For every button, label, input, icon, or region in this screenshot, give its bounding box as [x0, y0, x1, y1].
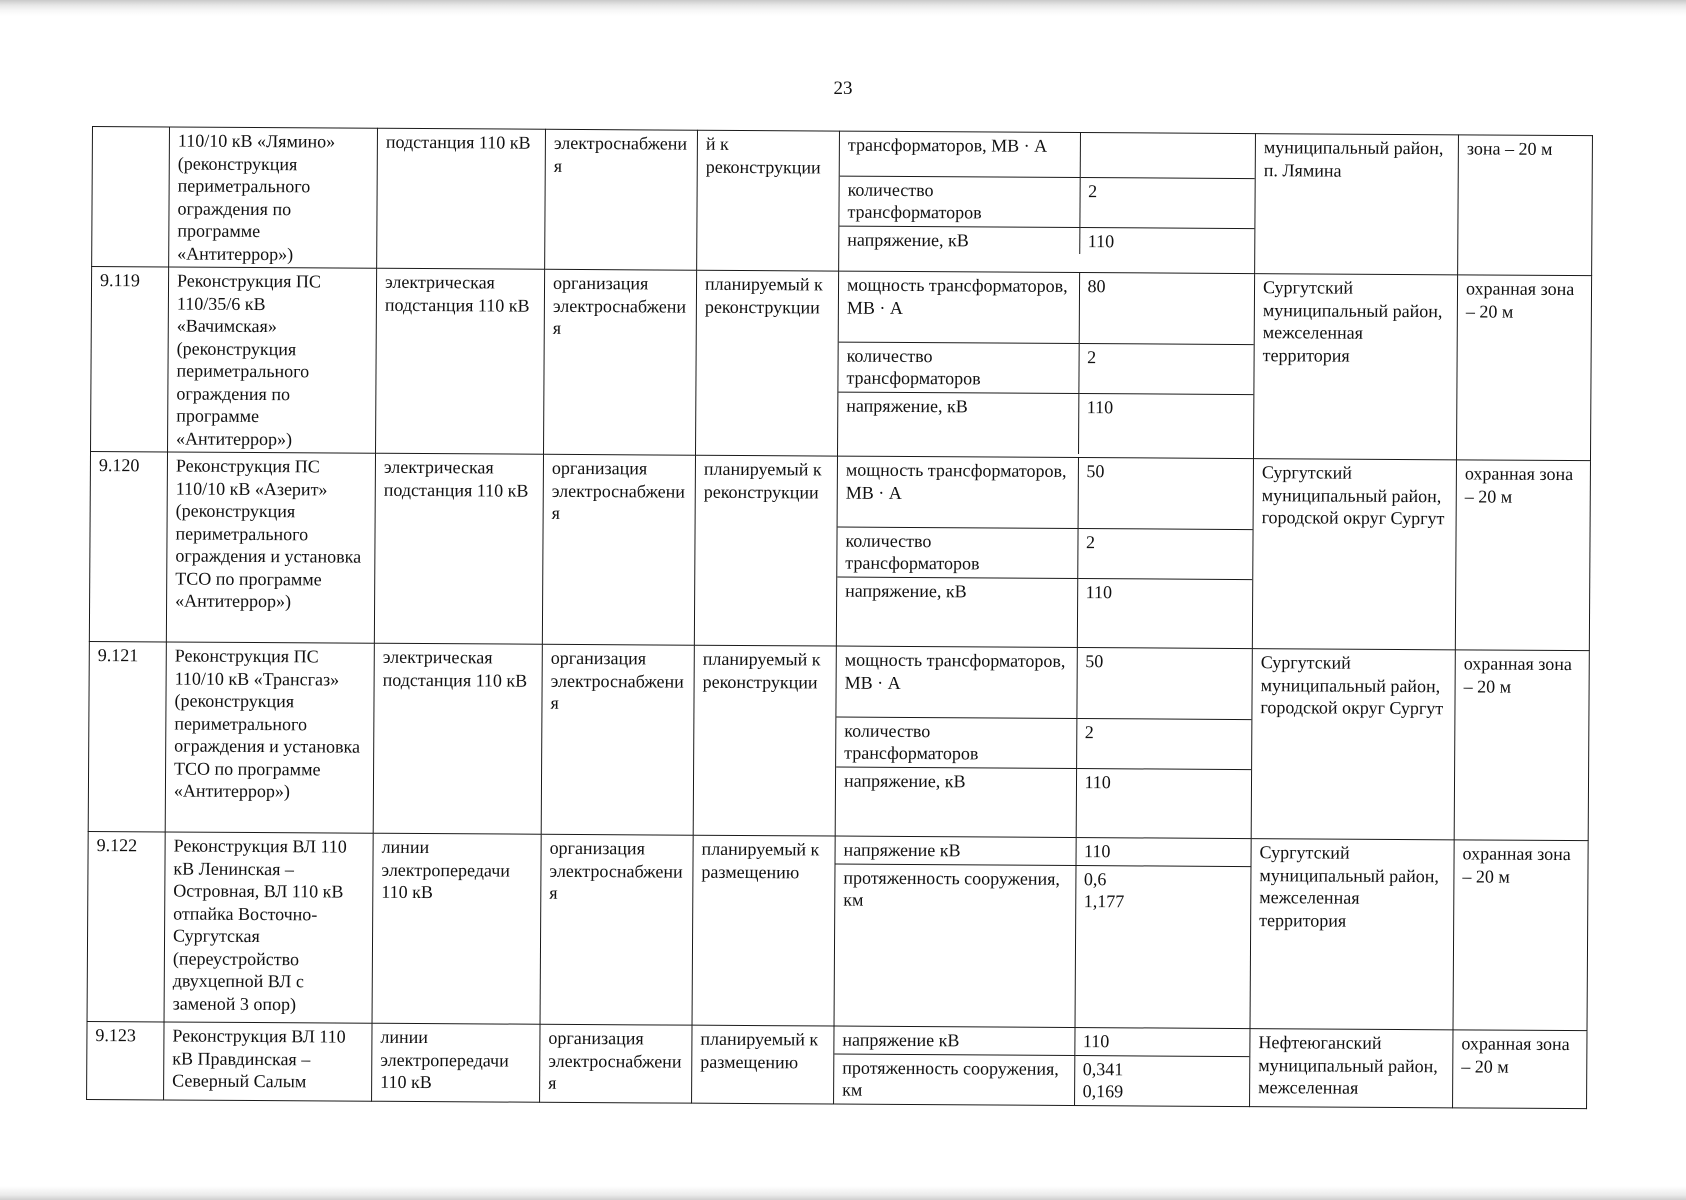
table-row	[87, 831, 1588, 1030]
scan-edge-top	[0, 0, 1686, 16]
param-value: 110	[1077, 578, 1252, 648]
facility-type: линии электропередачи 110 кВ	[372, 833, 541, 1024]
param-name: количество трансформаторов	[839, 176, 1079, 227]
param-value: 80	[1079, 273, 1254, 344]
facility-status: планируемый к реконструкции	[696, 270, 839, 456]
facility-location: Сургутский муниципальный район, городской округ Сургут	[1252, 459, 1456, 650]
facility-name: 110/10 кВ «Лямино» (реконструкция периметрального ограждения по программе «Антитеррор»)	[169, 127, 378, 268]
param-value: 110	[1076, 838, 1251, 866]
facility-purpose: электроснабжения	[545, 129, 698, 270]
facilities-table	[86, 126, 1593, 1109]
facility-name: Реконструкция ВЛ 110 кВ Ленинская – Островная, ВЛ 110 кВ отпайка Восточно-Сургутская (переустройство двухцепной ВЛ с заменой 3 опор)	[164, 832, 373, 1023]
facility-status: й к реконструкции	[697, 130, 840, 271]
facility-name: Реконструкция ПС 110/35/6 кВ «Вачимская» (реконструкция периметрального ограждения по программе «Антитеррор»)	[168, 267, 377, 453]
table-row	[88, 641, 1589, 840]
param-value: 2	[1077, 528, 1252, 579]
facility-status: планируемый к реконструкции	[693, 645, 836, 836]
param-value: 2	[1079, 177, 1254, 228]
security-zone: зона – 20 м	[1458, 135, 1593, 276]
security-zone: охранная зона – 20 м	[1456, 275, 1591, 461]
param-name: протяженность сооружения, км	[843, 867, 1061, 910]
param-name: напряжение кВ	[836, 837, 1076, 865]
param-value: 2	[1078, 343, 1253, 394]
page-number: 23	[833, 78, 853, 99]
param-name: напряжение, кВ	[846, 395, 968, 416]
param-name: количество трансформаторов	[836, 717, 1076, 768]
facility-type: подстанция 110 кВ	[377, 128, 546, 269]
facility-name: Реконструкция ПС 110/10 кВ «Трансгаз» (реконструкция периметрального ограждения и установка ТСО по программе «Антитеррор»)	[165, 642, 374, 833]
row-number: 9.122	[87, 831, 165, 1021]
security-zone: охранная зона – 20 м	[1455, 460, 1590, 651]
security-zone: охранная зона – 20 м	[1453, 840, 1588, 1031]
param-value: 2	[1076, 718, 1251, 769]
param-name: количество трансформаторов	[837, 527, 1077, 578]
param-value: 110	[1076, 768, 1251, 838]
facility-purpose: организация электроснабжения	[540, 1024, 692, 1102]
row-number: 9.123	[87, 1021, 164, 1099]
facility-location: муниципальный район, п. Лямина	[1255, 134, 1459, 275]
facility-name: Реконструкция ПС 110/10 кВ «Азерит» (реконструкция периметрального ограждения и установка ТСО по программе «Антитеррор»)	[166, 452, 375, 643]
param-value	[1080, 133, 1255, 178]
facility-location: Сургутский муниципальный район, межселенная территория	[1250, 839, 1454, 1030]
row-number	[92, 127, 170, 267]
param-value: 110	[1074, 1028, 1249, 1056]
row-number: 9.120	[89, 451, 167, 641]
param-name: мощность трансформаторов, МВ · А	[836, 647, 1076, 718]
facility-type: электрическая подстанция 110 кВ	[374, 453, 543, 644]
facility-location: Сургутский муниципальный район, межселенная территория	[1253, 274, 1457, 460]
param-name: мощность трансформаторов, МВ · А	[839, 272, 1079, 343]
security-zone: охранная зона – 20 м	[1454, 650, 1589, 841]
facility-status: планируемый к реконструкции	[694, 455, 837, 646]
param-name: напряжение, кВ	[843, 770, 966, 791]
param-name: протяженность сооружения, км	[842, 1057, 1059, 1100]
facility-params	[837, 271, 1254, 459]
facility-params	[834, 1026, 1250, 1106]
facility-status: планируемый к размещению	[692, 1025, 834, 1103]
facility-location: Нефтеюганский муниципальный район, межселенная	[1250, 1029, 1453, 1108]
facility-purpose: организация электроснабжения	[540, 834, 693, 1025]
param-name: напряжение кВ	[834, 1027, 1074, 1055]
facility-purpose: организация электроснабжения	[542, 454, 695, 645]
facility-params	[834, 836, 1251, 1029]
facility-purpose: организация электроснабжения	[544, 269, 697, 455]
param-name: мощность трансформаторов, МВ · А	[838, 457, 1078, 528]
param-name: напряжение, кВ	[847, 229, 969, 250]
facility-location: Сургутский муниципальный район, городской округ Сургут	[1251, 649, 1455, 840]
facility-type: линии электропередачи 110 кВ	[372, 1023, 540, 1102]
facility-params	[839, 131, 1256, 274]
param-value: 110	[1079, 227, 1254, 255]
scan-edge-bottom	[0, 1186, 1686, 1200]
table-row	[89, 451, 1590, 650]
param-name: трансформаторов, МВ · А	[840, 132, 1080, 177]
param-value: 0,341 0,169	[1074, 1055, 1249, 1106]
facility-type: электрическая подстанция 110 кВ	[376, 268, 545, 454]
facility-status: планируемый к размещению	[692, 835, 835, 1026]
param-name: количество трансформаторов	[838, 342, 1078, 393]
table-row	[92, 127, 1593, 276]
param-value: 110	[1078, 393, 1253, 455]
param-value: 50	[1076, 648, 1251, 719]
param-value: 0,6 1,177	[1075, 865, 1251, 1028]
security-zone: охранная зона – 20 м	[1453, 1030, 1587, 1108]
param-name: напряжение, кВ	[845, 580, 967, 601]
param-value: 50	[1078, 458, 1253, 529]
facility-purpose: организация электроснабжения	[541, 644, 694, 835]
table-row	[91, 267, 1592, 461]
facility-params	[836, 456, 1253, 649]
facility-type: электрическая подстанция 110 кВ	[373, 643, 542, 834]
facility-name: Реконструкция ВЛ 110 кВ Правдинская – Северный Салым	[164, 1022, 372, 1101]
row-number: 9.119	[91, 267, 169, 452]
table-row	[87, 1021, 1587, 1108]
row-number: 9.121	[88, 641, 166, 831]
facility-params	[835, 646, 1252, 839]
